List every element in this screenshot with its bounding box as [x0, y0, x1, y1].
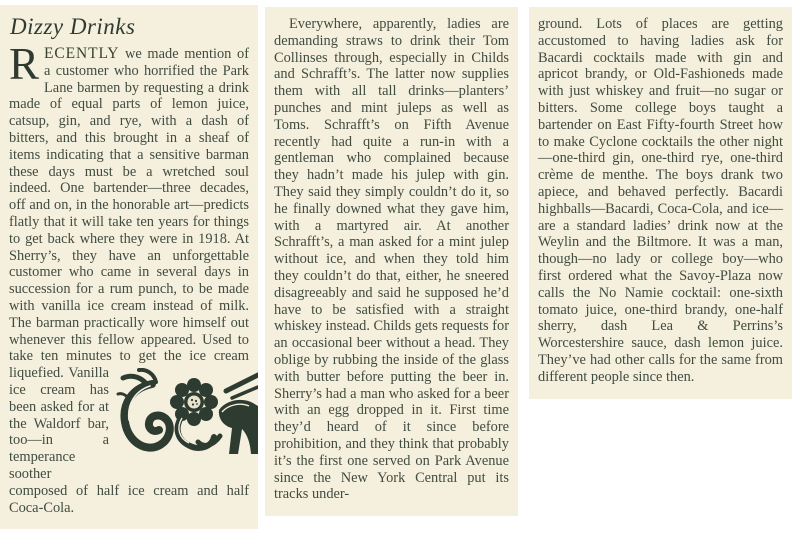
paragraph-right: ground. Lots of places are getting accustomed to having ladies ask for Bacardi cocktails made with gin and apricot brandy, or Old-Fashioneds made with just whiskey and fruit—no sugar or bitters. Some college boys taught a bartender on East Fifty-fourth Street how to make Cyclone cocktails the other night—one-third gin, one-third rye, one-third crème de menthe. The boys drank two apiece, and behaved perfectly. Bacardi highballs—Bacardi, Coca-Cola, and ice—are a standard ladies’ drink now at the Weylin and the Biltmore. It was a man, though—no lady or college boy—who first ordered what the Savoy-Plaza now calls the No Namie cocktail: one-sixth tomato juice, one-third brandy, one-half sherry, dash Lea & Perrins’s Worcestershire sauce, dash lemon juice. They’ve had other calls for the same from different people since then. — [538, 16, 783, 385]
body-text-left-2: Vanilla ice cream has been asked for at the Waldorf bar, too—in a temperance soother composed of half ice cream and half Coca-Cola. — [9, 365, 249, 516]
column-right — [529, 7, 792, 399]
dropcap-letter: R — [9, 39, 40, 89]
paragraph-middle: Everywhere, apparently, ladies are demanding straws to drink their Tom Collinses through, especially in Childs and Schrafft’s. The latter now supplies them with all tall drinks—planters’ punches and mint juleps as well as Toms. Schrafft’s on Fifth Avenue recently had quite a run-in with a gentleman who complained because they hadn’t made his julep with gin. They said they simply couldn’t do it, so he finally downed what they gave him, with a martyred air. At another Schrafft’s, a man asked for a mint julep without ice, and when they told him they couldn’t do that, either, he sneered disagreeably and said he supposed he’d have to be satisfied with a straight whiskey instead. Childs gets requests for an occasional beer without a head. They oblige by rubbing the inside of the glass with butter before putting the beer in. Sherry’s had a man who asked for a beer with an egg dropped in it. First time they’d heard of it since before prohibition, and they think that probably it’s the first one served on Park Avenue since the New York Central put its tracks under- — [274, 16, 510, 503]
paragraph-left — [9, 39, 249, 516]
engraving-ornament-illustration — [116, 368, 258, 465]
article-title: Dizzy Drinks — [10, 14, 136, 39]
column-middle — [265, 7, 518, 516]
lead-capitals: ECENTLY — [44, 45, 120, 62]
column-left — [0, 5, 258, 529]
body-text-left-1: we made mention of a customer who horrified the Park Lane barmen by requesting a drink made of equal parts of lemon juice, catsup, gin, and rye, with a dash of bitters, and this brought in a sheaf of items indicating that a sensitive barman these days must be a wretched soul indeed. One bartender—three decades, off and on, in the honorable art—predicts flatly that it will take ten years for things to get back where they were in 1918. At Sherry’s, they have an unforgettable customer who came in several days in succession for a rum punch, to be made with vanilla ice cream instead of milk. The barman practically wore himself out whenever this fellow appeared. Used to take ten minutes to get the ice cream liquefied. — [9, 46, 249, 382]
